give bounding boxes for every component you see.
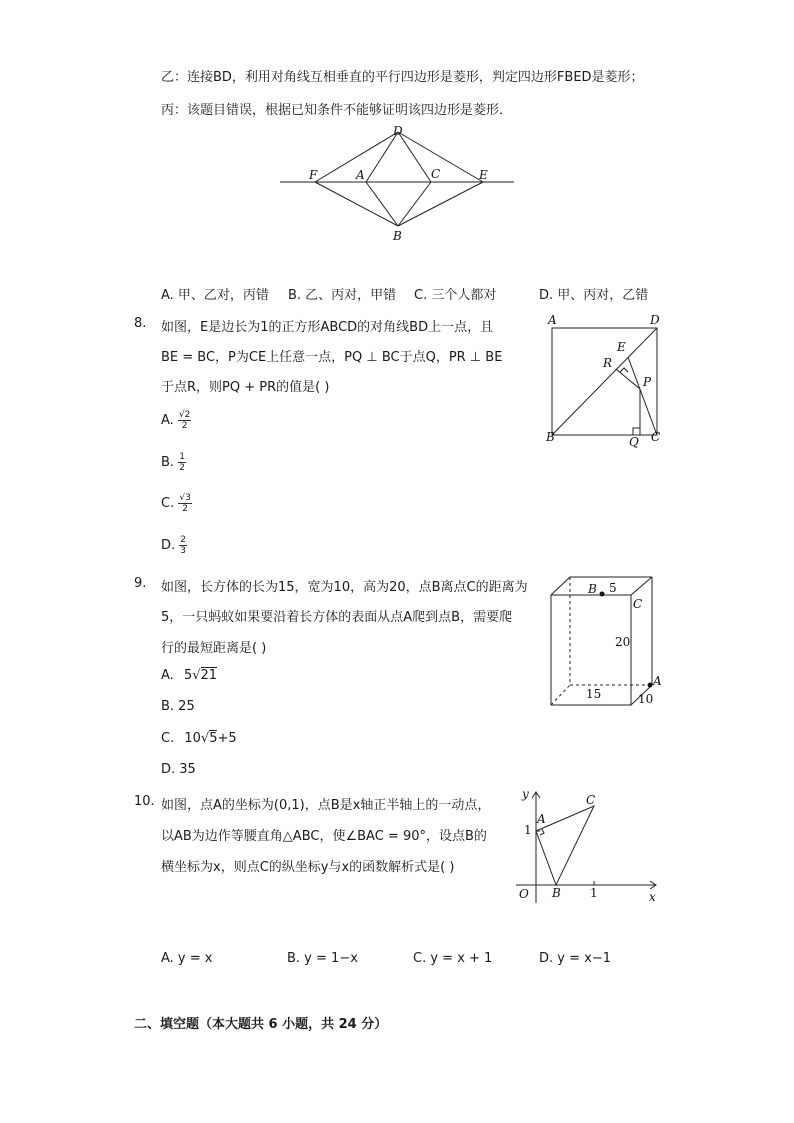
- q10-number: 10.: [134, 794, 155, 809]
- label-C: C: [651, 430, 661, 444]
- label-A: A: [548, 313, 557, 327]
- fraction-sqrt3-over-2: $\frac{√3}{2}$: [179, 493, 191, 514]
- q8-option-a[interactable]: [161, 410, 191, 431]
- prev-option-c[interactable]: C. 三个人都对: [414, 288, 497, 303]
- label-E: E: [617, 340, 626, 354]
- fraction-sqrt2-over-2: $\frac{√2}{2}$: [178, 410, 191, 431]
- prev-option-d[interactable]: D. 甲、丙对，乙错: [539, 288, 649, 303]
- label-B: B: [393, 229, 402, 243]
- q8-option-c[interactable]: [161, 493, 192, 514]
- q10-text-line3: 横坐标为x，则点C的纵坐标y与x的函数解析式是( ): [161, 860, 455, 875]
- rhombus-figure: [270, 118, 530, 248]
- fraction-1-over-2: $\frac{1}{2}$: [179, 452, 185, 473]
- label-C: C: [586, 793, 596, 807]
- label-x: x: [649, 890, 656, 904]
- q10-option-d[interactable]: D. y = x−1: [539, 951, 611, 966]
- q8-number: 8.: [134, 316, 147, 331]
- option-letter: C.: [161, 731, 175, 746]
- q10-text-line2: 以AB为边作等腰直角△ABC，使∠BAC = 90°，设点B的: [161, 829, 487, 844]
- q10-text-line1: 如图，点A的坐标为(0,1)，点B是x轴正半轴上的一动点，: [161, 798, 491, 813]
- statement-bing: 丙：该题目错误，根据已知条件不能够证明该四边形是菱形．: [161, 103, 513, 118]
- label-C: C: [431, 167, 441, 181]
- sqrt-icon: √: [192, 668, 201, 683]
- label-Q: Q: [629, 435, 639, 449]
- label-B: B: [588, 582, 597, 596]
- option-letter: A.: [161, 668, 174, 683]
- prev-option-b[interactable]: B. 乙、丙对，甲错: [288, 288, 397, 303]
- option-letter: C.: [161, 496, 175, 511]
- option-letter: B.: [161, 455, 175, 470]
- q9-text-line1: 如图，长方体的长为15，宽为10，高为20，点B离点C的距离为: [161, 580, 528, 595]
- label-5: 5: [609, 581, 617, 595]
- fraction-2-over-3: $\frac{2}{3}$: [180, 535, 187, 556]
- label-y: y: [522, 787, 529, 801]
- q9-number: 9.: [134, 576, 147, 591]
- label-D: D: [393, 124, 403, 138]
- q10-option-b[interactable]: B. y = 1−x: [287, 951, 358, 966]
- q10-option-a[interactable]: A. y = x: [161, 951, 213, 966]
- label-20: 20: [615, 635, 631, 649]
- label-O: O: [519, 887, 529, 901]
- label-R: R: [603, 356, 613, 370]
- q8-text-line1: 如图，E是边长为1的正方形ABCD的对角线BD上一点，且: [161, 320, 494, 335]
- q10-option-c[interactable]: C. y = x + 1: [413, 951, 493, 966]
- q9-option-d[interactable]: D. 35: [161, 762, 196, 777]
- coordinate-figure: [510, 786, 670, 908]
- q9-option-a[interactable]: A. 5√21: [161, 668, 218, 683]
- label-10: 10: [638, 692, 654, 706]
- section-heading-fill-in: 二、填空题（本大题共 6 小题，共 24 分）: [134, 1017, 388, 1032]
- label-A: A: [356, 168, 365, 182]
- label-F: F: [309, 168, 318, 182]
- square-figure: [540, 310, 670, 450]
- q9-text-line3: 行的最短距离是( ): [161, 641, 267, 656]
- option-letter: D.: [161, 538, 176, 553]
- q8-option-b[interactable]: [161, 452, 186, 473]
- label-P: P: [643, 375, 652, 389]
- label-15: 15: [586, 687, 602, 701]
- q8-text-line3: 于点R，则PQ + PR的值是( ): [161, 380, 330, 395]
- cuboid-figure: [540, 568, 670, 713]
- q8-text-line2: BE = BC，P为CE上任意一点，PQ ⊥ BC于点Q，PR ⊥ BE: [161, 350, 503, 365]
- prev-option-a[interactable]: A. 甲、乙对，丙错: [161, 288, 269, 303]
- label-A: A: [537, 812, 546, 826]
- q9-option-c[interactable]: C. 10√5+5: [161, 731, 237, 746]
- label-B: B: [546, 430, 555, 444]
- label-B: B: [552, 886, 561, 900]
- label-E: E: [479, 168, 488, 182]
- label-1-x: 1: [590, 886, 598, 900]
- q9-text-line2: 5，一只蚂蚁如果要沿着长方体的表面从点A爬到点B，需要爬: [161, 610, 513, 625]
- statement-yi: 乙：连接BD，利用对角线互相垂直的平行四边形是菱形，判定四边形FBED是菱形；: [161, 70, 644, 85]
- label-C: C: [633, 597, 643, 611]
- label-D: D: [650, 313, 660, 327]
- label-1-y: 1: [524, 823, 532, 837]
- option-letter: A.: [161, 413, 174, 428]
- sqrt-icon: √: [200, 731, 210, 746]
- q9-option-b[interactable]: B. 25: [161, 699, 195, 714]
- q8-option-d[interactable]: [161, 535, 187, 556]
- label-A: A: [653, 674, 662, 688]
